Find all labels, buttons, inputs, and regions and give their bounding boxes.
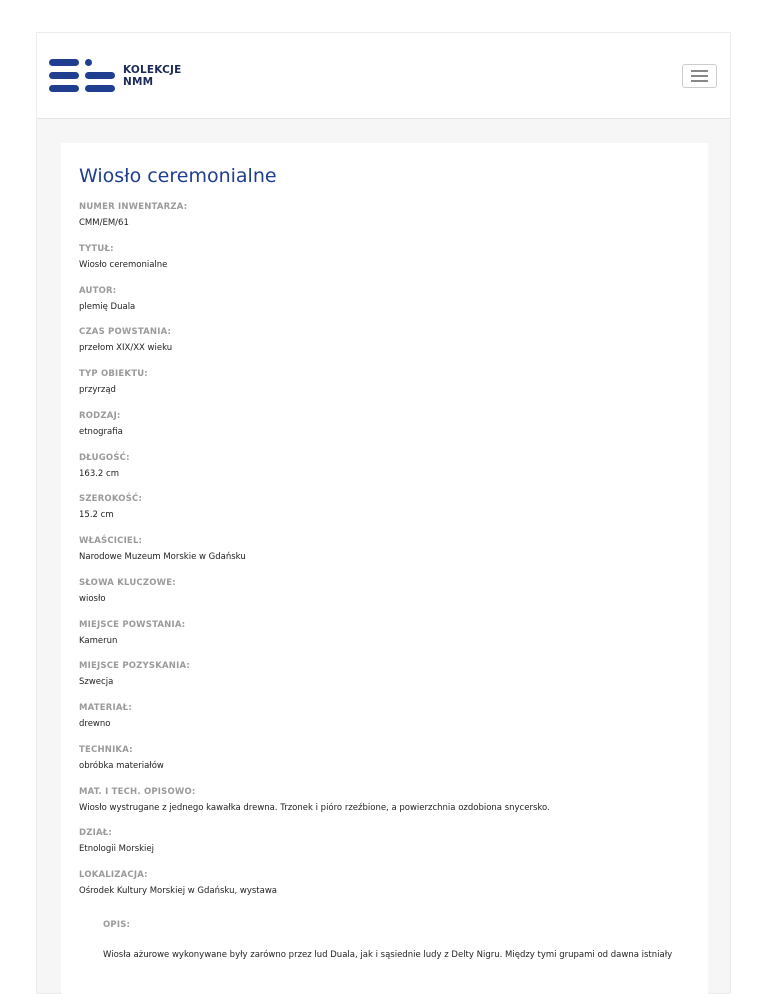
page-frame: [36, 32, 731, 994]
field-value: Wiosło wystrugane z jednego kawałka drewna. Trzonek i pióro rzeźbione, a powierzchnia ozdobiona snycersko.: [79, 802, 550, 813]
metadata-list: [79, 201, 699, 911]
metadata-field: [79, 410, 699, 452]
metadata-field: [79, 702, 699, 744]
field-label: MATERIAŁ:: [79, 703, 132, 713]
metadata-field: [79, 827, 699, 869]
logo[interactable]: [49, 56, 182, 96]
metadata-field: [79, 577, 699, 619]
field-value: przyrząd: [79, 385, 116, 395]
field-value: plemię Duala: [79, 301, 136, 312]
object-card: [61, 143, 708, 994]
page-title: Wiosło ceremonialne: [79, 165, 277, 187]
field-label: RODZAJ:: [79, 410, 121, 421]
logo-text: [123, 64, 182, 88]
field-label: MIEJSCE POWSTANIA:: [79, 619, 186, 630]
site-header: [37, 33, 730, 119]
metadata-field: [79, 452, 699, 494]
menu-toggle-button[interactable]: [682, 64, 717, 88]
field-label: MIEJSCE POZYSKANIA:: [79, 661, 190, 672]
field-value: Wiosło ceremonialne: [79, 259, 168, 270]
field-value: Szwecja: [79, 677, 114, 688]
metadata-field: [79, 619, 699, 661]
field-label: SŁOWA KLUCZOWE:: [79, 577, 176, 588]
field-label: AUTOR:: [79, 285, 117, 296]
field-label: TECHNIKA:: [79, 744, 133, 755]
field-label: WŁAŚCICIEL:: [79, 536, 143, 546]
hamburger-line: [691, 80, 708, 82]
description-text: Wiosła ażurowe wykonywane były zarówno przez lud Duala, jak i sąsiednie ludy z Delty Nigru. Między tymi grupami od dawna istniały: [103, 950, 673, 960]
metadata-field: [79, 786, 699, 828]
metadata-field: [79, 535, 699, 577]
field-value: Ośrodek Kultury Morskiej w Gdańsku, wystawa: [79, 886, 277, 896]
field-value: obróbka materiałów: [79, 760, 164, 771]
field-value: CMM/EM/61: [79, 218, 129, 228]
metadata-field: [79, 201, 699, 243]
field-value: etnografia: [79, 426, 123, 437]
metadata-field: [79, 326, 699, 368]
metadata-field: [79, 744, 699, 786]
field-value: drewno: [79, 719, 111, 729]
description-label: OPIS:: [103, 920, 131, 930]
field-label: LOKALIZACJA:: [79, 870, 148, 880]
metadata-field: [79, 493, 699, 535]
field-value: Kamerun: [79, 635, 118, 646]
field-label: DZIAŁ:: [79, 828, 113, 839]
metadata-field: [79, 660, 699, 702]
field-label: NUMER INWENTARZA:: [79, 202, 188, 212]
metadata-field: [79, 243, 699, 285]
field-value: przełom XIX/XX wieku: [79, 343, 173, 354]
field-value: 15.2 cm: [79, 510, 114, 521]
hamburger-line: [691, 70, 708, 72]
field-label: TYTUŁ:: [79, 243, 114, 254]
field-label: MAT. I TECH. OPISOWO:: [79, 786, 196, 797]
metadata-field: [79, 368, 699, 410]
field-value: Etnologii Morskiej: [79, 844, 155, 855]
field-label: TYP OBIEKTU:: [79, 369, 148, 379]
metadata-field: [79, 285, 699, 327]
field-label: DŁUGOŚĆ:: [79, 452, 130, 463]
logo-text-line1: KOLEKCJE: [123, 64, 182, 76]
description-section: [103, 920, 693, 961]
logo-icon: [49, 56, 117, 96]
field-value: 163.2 cm: [79, 468, 119, 479]
field-value: wiosło: [79, 593, 106, 604]
field-label: SZEROKOŚĆ:: [79, 494, 143, 505]
field-label: CZAS POWSTANIA:: [79, 327, 172, 338]
hamburger-line: [691, 75, 708, 77]
metadata-field: [79, 869, 699, 911]
field-value: Narodowe Muzeum Morskie w Gdańsku: [79, 552, 246, 562]
logo-text-line2: NMM: [123, 76, 154, 88]
